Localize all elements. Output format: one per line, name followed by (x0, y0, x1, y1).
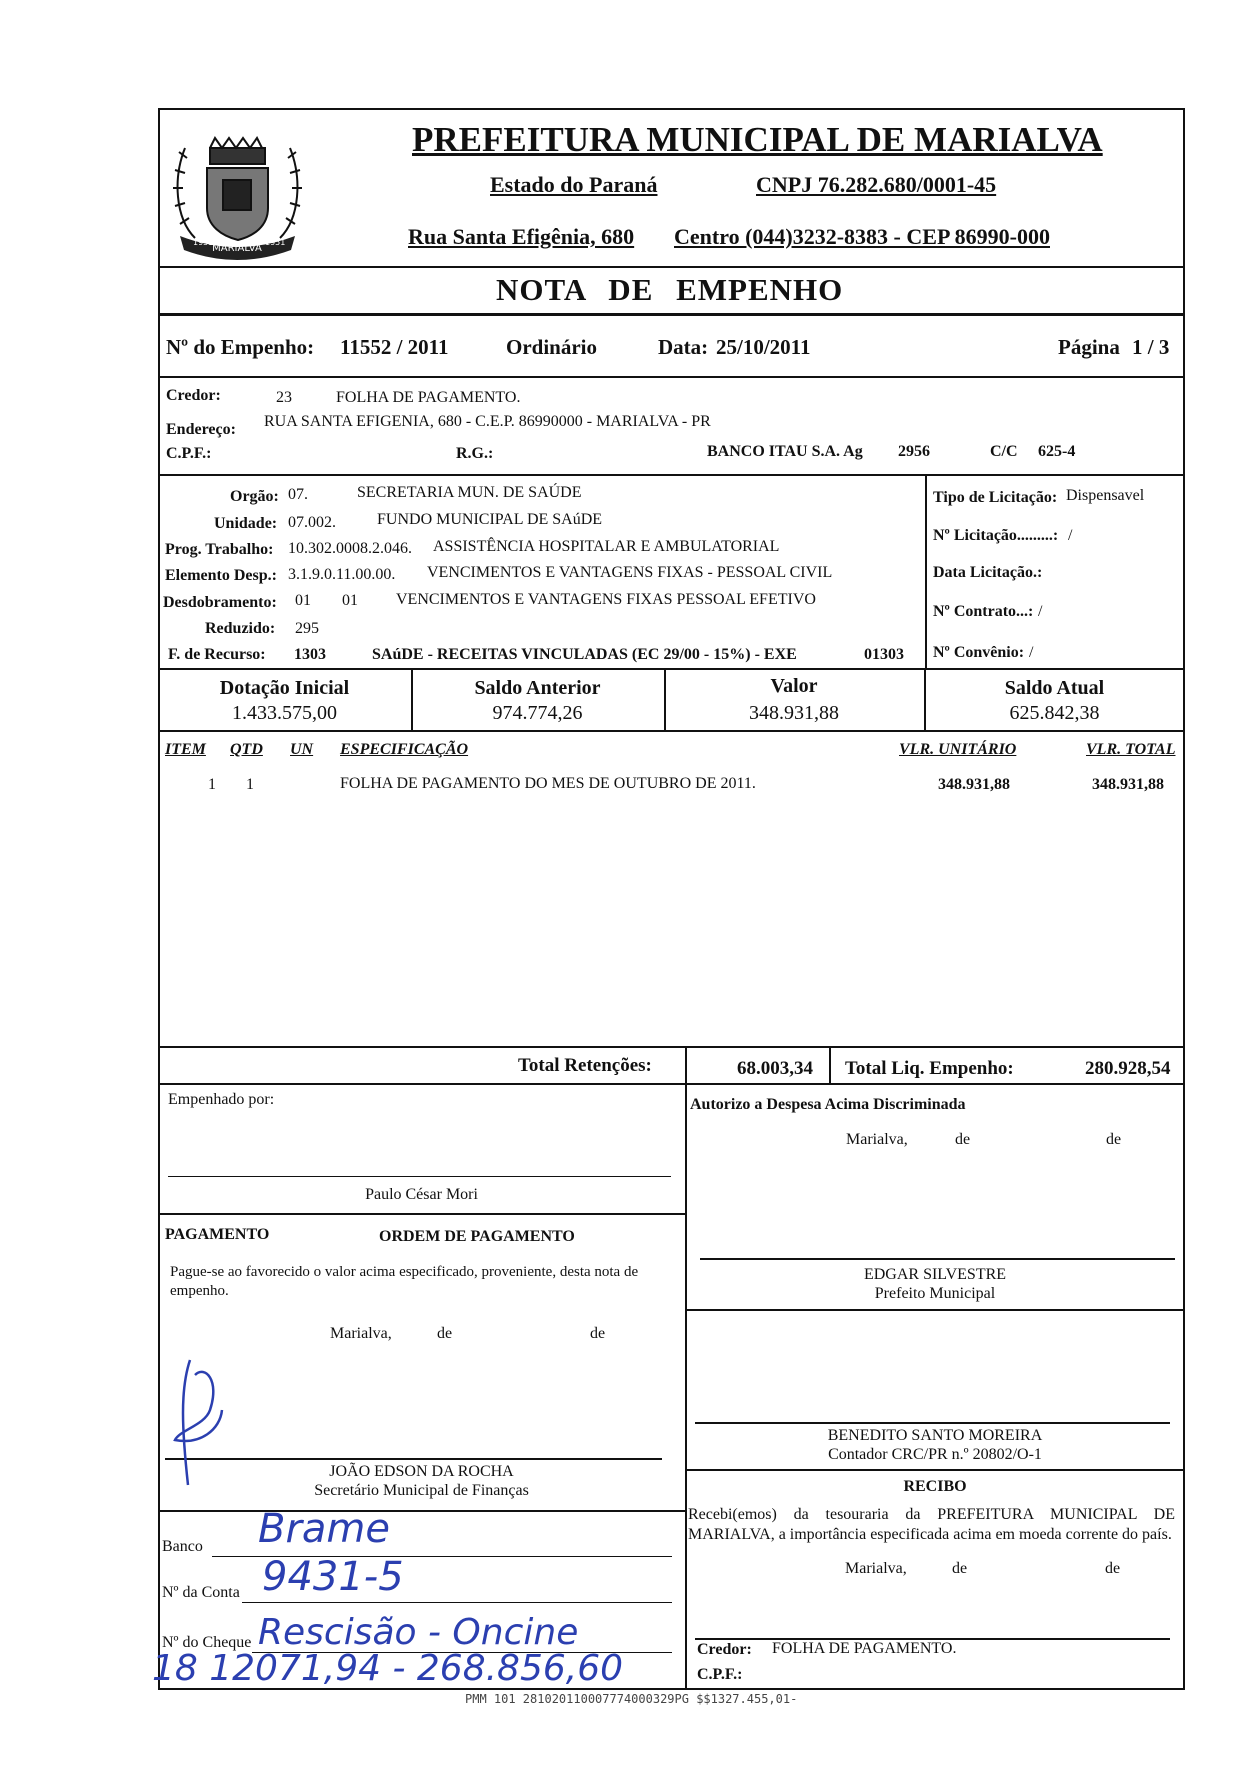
contador-name: BENEDITO SANTO MOREIRA (827, 1427, 1043, 1444)
seal-text: MARIALVA (212, 243, 262, 254)
recibo-text: Recebi(emos) da tesouraria da PREFEITURA MUNICIPAL DE MARIALVA, a importância especificada acima em moeda corrente do país. (688, 1506, 1175, 1543)
header-state: Estado do Paraná (490, 172, 658, 197)
address-label: Endereço: (166, 421, 236, 438)
orgao-code: 07. (288, 486, 308, 503)
valor-value: 348.931,88 (749, 702, 839, 724)
footer-code: PMM 101 281020110007774000329PG $$1327.455,01- (465, 1692, 798, 1706)
licitacao-type-label: Tipo de Licitação: (933, 489, 1058, 506)
autorizo-de-1: de (955, 1131, 971, 1148)
autorizo-label: Autorizo a Despesa Acima Discriminada (690, 1096, 966, 1113)
recibo-cpf-label: C.P.F.: (697, 1666, 743, 1683)
recibo-de-1: de (952, 1560, 968, 1577)
credor-label: Credor: (166, 387, 221, 404)
header-street: Rua Santa Efigênia, 680 (408, 224, 635, 249)
licitacao-num-label: Nº Licitação.........: (933, 527, 1059, 544)
conta-line (242, 1602, 672, 1603)
divider (158, 313, 1185, 316)
handwritten-cheque: Rescisão - Oncine (258, 1612, 579, 1653)
contrato-value: / (1038, 603, 1043, 620)
col-header-un: UN (290, 741, 314, 758)
row-unit-value: 348.931,88 (938, 776, 1010, 793)
header-cnpj: CNPJ 76.282.680/0001-45 (756, 172, 997, 197)
saldo-anterior-value: 974.774,26 (492, 702, 583, 724)
total-liquido-label: Total Liq. Empenho: (845, 1058, 1014, 1079)
total-liquido-value: 280.928,54 (1085, 1058, 1171, 1079)
divider (925, 474, 927, 670)
convenio-value: / (1029, 644, 1034, 661)
row-qtd: 1 (246, 776, 254, 793)
licitacao-type: Dispensavel (1066, 487, 1145, 504)
pagamento-label: PAGAMENTO (165, 1226, 270, 1243)
dotacao-label: Dotação Inicial (219, 677, 350, 699)
pagamento-de-1: de (437, 1325, 453, 1342)
bank-agency: 2956 (898, 443, 930, 460)
empenho-num-label: Nº do Empenho: (166, 335, 315, 359)
saldo-anterior-label: Saldo Anterior (474, 677, 601, 699)
unidade-label: Unidade: (214, 515, 278, 532)
credor-address: RUA SANTA EFIGENIA, 680 - C.E.P. 86990000 - MARIALVA - PR (264, 413, 711, 430)
divider (158, 266, 1185, 268)
divider (158, 1083, 1185, 1085)
page-number: 1 / 3 (1132, 335, 1170, 359)
prog-name: ASSISTÊNCIA HOSPITALAR E AMBULATORIAL (433, 538, 780, 555)
recurso-code: 1303 (294, 646, 326, 663)
contador-role: Contador CRC/PR n.º 20802/O-1 (828, 1446, 1042, 1463)
divider (829, 1046, 831, 1083)
desdobramento-name: VENCIMENTOS E VANTAGENS FIXAS PESSOAL EFETIVO (396, 591, 816, 608)
desdobramento-a: 01 (295, 592, 311, 609)
recurso-number: 01303 (864, 646, 904, 663)
total-retencoes-label: Total Retenções: (518, 1055, 652, 1076)
empenhado-label: Empenhado por: (168, 1091, 275, 1108)
header-title: PREFEITURA MUNICIPAL DE MARIALVA (412, 120, 1103, 159)
prefeito-name: EDGAR SILVESTRE (863, 1266, 1007, 1283)
row-total-value: 348.931,88 (1092, 776, 1164, 793)
row-spec: FOLHA DE PAGAMENTO DO MES DE OUTUBRO DE 2011. (340, 775, 756, 792)
desdobramento-label: Desdobramento: (163, 594, 277, 611)
page-label: Página (1058, 335, 1120, 359)
prog-label: Prog. Trabalho: (165, 541, 274, 558)
rg-label: R.G.: (456, 445, 494, 462)
col-header-qtd: QTD (230, 741, 263, 758)
recurso-name: SAúDE - RECEITAS VINCULADAS (EC 29/00 - 15%) - EXE (372, 646, 797, 663)
recibo-de-2: de (1105, 1560, 1121, 1577)
divider (685, 1083, 687, 1690)
cc-number: 625-4 (1038, 443, 1076, 460)
dotacao-value: 1.433.575,00 (232, 702, 337, 724)
licitacao-num: / (1068, 527, 1073, 544)
autorizo-city: Marialva, (846, 1131, 908, 1148)
orgao-name: SECRETARIA MUN. DE SAÚDE (357, 484, 582, 501)
unidade-name: FUNDO MUNICIPAL DE SAúDE (377, 511, 603, 528)
divider (158, 1213, 685, 1215)
divider (158, 376, 1185, 378)
signature-line (700, 1258, 1175, 1260)
divider (685, 1309, 1185, 1311)
seal-year-right: 1951 (265, 238, 286, 247)
desdobramento-b: 01 (342, 592, 358, 609)
empenho-date: 25/10/2011 (716, 335, 811, 359)
bank-name: BANCO ITAU S.A. Ag (707, 443, 863, 460)
total-retencoes-value: 68.003,34 (737, 1058, 813, 1079)
cc-label: C/C (990, 443, 1018, 460)
pagamento-de-2: de (590, 1325, 606, 1342)
col-header-unit-value: VLR. UNITÁRIO (899, 741, 1017, 758)
banco-label: Banco (162, 1538, 203, 1555)
conta-label: Nº da Conta (162, 1584, 240, 1601)
contrato-label: Nº Contrato...: (933, 603, 1034, 620)
secretario-role: Secretário Municipal de Finanças (314, 1482, 529, 1499)
empenho-date-label: Data: (658, 335, 709, 359)
ordem-pagamento-label: ORDEM DE PAGAMENTO (379, 1228, 575, 1245)
cheque-label: Nº do Cheque (162, 1634, 252, 1651)
municipal-seal-icon (165, 118, 310, 268)
handwritten-signature-icon (160, 1350, 260, 1490)
handwritten-bottom: 18 12071,94 - 268.856,60 (152, 1648, 624, 1689)
divider (158, 1046, 1185, 1048)
elemento-label: Elemento Desp.: (165, 567, 277, 584)
divider (158, 668, 1185, 670)
elemento-code: 3.1.9.0.11.00.00. (288, 566, 396, 583)
valor-label: Valor (770, 675, 818, 697)
credor-code: 23 (276, 389, 292, 406)
empenho-type: Ordinário (506, 335, 598, 359)
reduzido-label: Reduzido: (205, 620, 276, 637)
signature-line (695, 1422, 1170, 1424)
prog-code: 10.302.0008.2.046. (288, 540, 412, 557)
reduzido-value: 295 (295, 620, 319, 637)
convenio-label: Nº Convênio: (933, 644, 1025, 661)
credor-name: FOLHA DE PAGAMENTO. (336, 389, 521, 406)
col-header-spec: ESPECIFICAÇÃO (340, 741, 469, 758)
col-header-total-value: VLR. TOTAL (1086, 741, 1176, 758)
licitacao-date-label: Data Licitação.: (933, 564, 1043, 581)
handwritten-conta: 9431-5 (262, 1554, 404, 1600)
secretario-name: JOÃO EDSON DA ROCHA (329, 1463, 514, 1480)
autorizo-de-2: de (1106, 1131, 1122, 1148)
divider (158, 474, 1185, 476)
recibo-city: Marialva, (845, 1560, 907, 1577)
handwritten-banco: Brame (258, 1506, 390, 1552)
recibo-title: RECIBO (903, 1478, 967, 1495)
row-item: 1 (208, 776, 216, 793)
saldo-atual-value: 625.842,38 (1009, 702, 1100, 724)
pagamento-city: Marialva, (330, 1325, 392, 1342)
elemento-name: VENCIMENTOS E VANTAGENS FIXAS - PESSOAL CIVIL (427, 564, 833, 581)
saldo-atual-label: Saldo Atual (1004, 677, 1105, 699)
col-header-item: ITEM (165, 741, 206, 758)
divider (158, 1510, 685, 1512)
seal-year-left: 1951 (193, 238, 214, 247)
doc-title: NOTA DE EMPENHO (496, 272, 844, 307)
header-address: Centro (044)3232-8383 - CEP 86990-000 (674, 224, 1050, 249)
divider (685, 1469, 1185, 1471)
signature-line (168, 1176, 671, 1177)
empenhado-name: Paulo César Mori (365, 1186, 478, 1203)
cpf-label: C.P.F.: (166, 445, 212, 462)
unidade-code: 07.002. (288, 514, 336, 531)
divider (158, 730, 1185, 732)
recurso-label: F. de Recurso: (168, 646, 266, 663)
prefeito-role: Prefeito Municipal (874, 1285, 996, 1302)
recibo-credor: FOLHA DE PAGAMENTO. (772, 1640, 957, 1657)
orgao-label: Orgão: (230, 488, 279, 505)
empenho-num: 11552 / 2011 (340, 335, 449, 359)
pagamento-text: Pague-se ao favorecido o valor acima especificado, proveniente, desta nota de empenho. (170, 1264, 639, 1299)
divider (685, 1046, 687, 1083)
recibo-credor-label: Credor: (697, 1641, 752, 1658)
